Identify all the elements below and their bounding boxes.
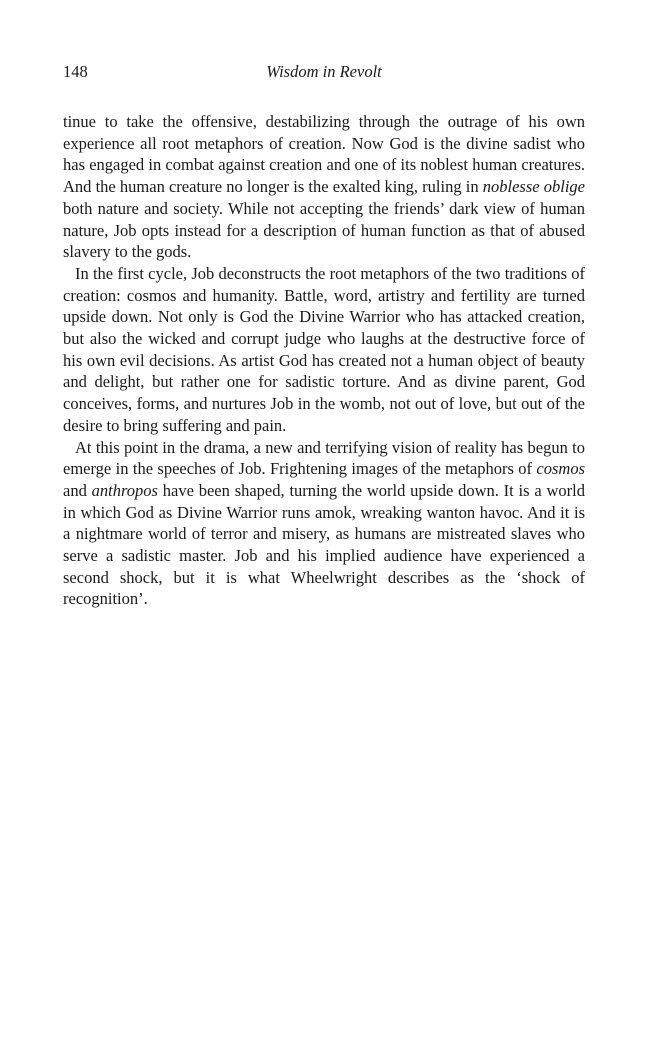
book-page [63, 60, 585, 610]
text-run: have been shaped, turning the world upside down. It is a world in which God as Divine Warrior runs amok, wreaking wanton havoc. And it is a nightmare world of terror and misery, as humans are mistreated slaves who serve a sadistic master. Job and his implied audience have experienced a second shock, but it is what Wheelwright describes as the ‘shock of recognition’. [63, 480, 585, 609]
body-text [63, 111, 585, 610]
text-run: and [63, 480, 92, 500]
italic-term: anthropos [91, 480, 158, 500]
text-run: In the first cycle, Job deconstructs the root metaphors of the two traditions of creation: cosmos and humanity. Battle, word, artistry and fertility are turned upside down. Not only is God the Divine Warrior who has attacked creation, but also the wicked and corrupt judge who laughs at the destructive force of his own evil decisions. As artist God has created not a human object of beauty and delight, but rather one for sadistic torture. And as divine parent, God conceives, forms, and nurtures Job in the womb, not out of love, but out of the desire to bring suffering and pain. [63, 263, 585, 435]
paragraph-2 [63, 263, 585, 437]
text-run: At this point in the drama, a new and terrifying vision of reality has begun to emerge in the speeches of Job. Frightening images of the metaphors of [63, 437, 585, 479]
italic-phrase: noblesse oblige [482, 177, 585, 197]
paragraph-1 [63, 111, 585, 263]
paragraph-3 [63, 437, 585, 611]
text-run: both nature and society. While not accepting the friends’ dark view of human nature, Job opts instead for a description of human function as that of abused slavery to the gods. [63, 198, 585, 262]
italic-term: cosmos [536, 459, 585, 479]
page-number: 148 [63, 62, 88, 81]
running-head [63, 60, 585, 84]
text-run: tinue to take the offensive, destabilizing through the outrage of his own experience all root metaphors of creation. Now God is the divine sadist who has engaged in combat against creation and one of its noblest human creatures. And the human creature no longer is the exalted king, ruling in [63, 112, 585, 197]
running-title: Wisdom in Revolt [266, 62, 382, 81]
